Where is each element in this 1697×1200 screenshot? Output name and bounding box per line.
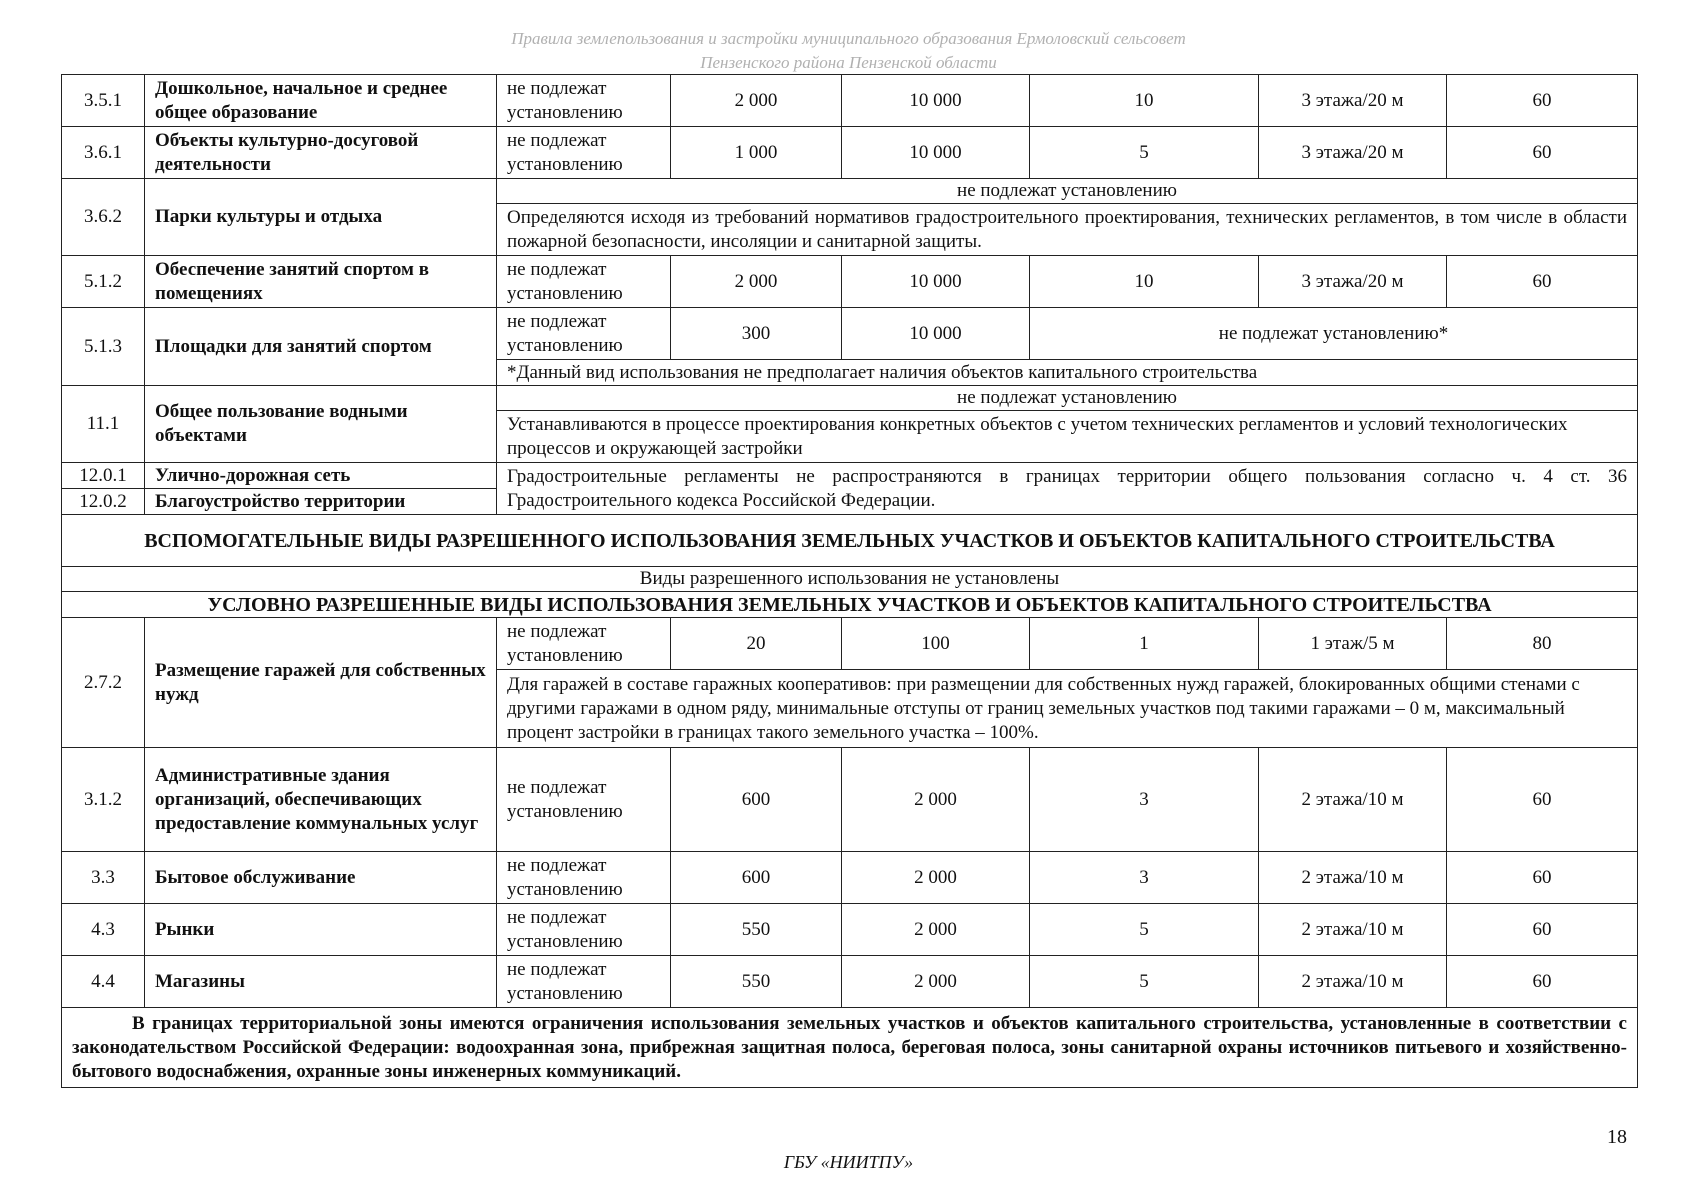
table-row	[62, 75, 1638, 127]
table-row	[62, 179, 1638, 204]
cell-setbacks: не подлежат установлению	[497, 618, 671, 670]
row-name: Обеспечение занятий спортом в помещениях	[145, 256, 497, 308]
cell-percent: 60	[1447, 75, 1638, 127]
cell-max-area: 10 000	[842, 127, 1030, 179]
cell-min-area: 600	[671, 748, 842, 852]
cell-floors: 3 этажа/20 м	[1259, 256, 1447, 308]
row-name: Парки культуры и отдыха	[145, 179, 497, 256]
row-number: 3.1.2	[62, 748, 145, 852]
cell-min-area: 2 000	[671, 256, 842, 308]
cell-max-area: 2 000	[842, 904, 1030, 956]
row-note: *Данный вид использования не предполагает наличия объектов капитального строительства	[497, 360, 1638, 386]
cell-floors: 2 этажа/10 м	[1259, 852, 1447, 904]
cell-percent: 60	[1447, 256, 1638, 308]
merged-value: не подлежат установлению*	[1030, 308, 1638, 360]
row-number: 5.1.3	[62, 308, 145, 386]
row-name: Площадки для занятий спортом	[145, 308, 497, 386]
cell-min-area: 1 000	[671, 127, 842, 179]
cell-percent: 80	[1447, 618, 1638, 670]
table-row	[62, 956, 1638, 1008]
table-row	[62, 852, 1638, 904]
table-row	[62, 127, 1638, 179]
row-name: Магазины	[145, 956, 497, 1008]
restrictions-text: В границах территориальной зоны имеются ограничения использования земельных участков и объектов капитального строительства, установленные в соответствии с законодательством Российской Федерации: водоохранная зона, прибрежная защитная полоса, береговая полоса, зоны санитарной охраны источников питьевого и хозяйственно-бытового водоснабжения, охранные зоны инженерных коммуникаций.	[72, 1012, 1627, 1082]
merged-value: не подлежат установлению	[497, 386, 1638, 411]
row-name: Рынки	[145, 904, 497, 956]
cell-min-setback: 3	[1030, 852, 1259, 904]
row-name: Улично-дорожная сеть	[145, 463, 497, 489]
row-note: Определяются исходя из требований нормативов градостроительного проектирования, технических регламентов, в том числе в области пожарной безопасности, инсоляции и санитарной защиты.	[497, 204, 1638, 256]
cell-min-setback: 5	[1030, 956, 1259, 1008]
cell-min-setback: 5	[1030, 904, 1259, 956]
row-note: Градостроительные регламенты не распространяются в границах территории общего пользования согласно ч. 4 ст. 36 Градостроительного кодекса Российской Федерации.	[497, 463, 1638, 515]
cell-min-area: 20	[671, 618, 842, 670]
header-line-1: Правила землепользования и застройки муниципального образования Ермоловский сельсовет	[511, 29, 1186, 48]
row-number: 12.0.1	[62, 463, 145, 489]
cell-max-area: 100	[842, 618, 1030, 670]
cell-min-setback: 10	[1030, 75, 1259, 127]
row-name: Административные здания организаций, обеспечивающих предоставление коммунальных услуг	[145, 748, 497, 852]
cell-floors: 2 этажа/10 м	[1259, 956, 1447, 1008]
cell-floors: 2 этажа/10 м	[1259, 748, 1447, 852]
cell-percent: 60	[1447, 852, 1638, 904]
cell-setbacks: не подлежат установлению	[497, 308, 671, 360]
row-name: Общее пользование водными объектами	[145, 386, 497, 463]
table-row	[62, 748, 1638, 852]
table-row	[62, 386, 1638, 411]
row-number: 4.3	[62, 904, 145, 956]
cell-setbacks: не подлежат установлению	[497, 127, 671, 179]
cell-min-area: 600	[671, 852, 842, 904]
cell-setbacks: не подлежат установлению	[497, 852, 671, 904]
merged-value: не подлежат установлению	[497, 179, 1638, 204]
cell-min-area: 550	[671, 956, 842, 1008]
cell-min-area: 2 000	[671, 75, 842, 127]
section-header-row	[62, 515, 1638, 567]
table-row	[62, 308, 1638, 360]
restrictions-note	[62, 1008, 1638, 1088]
section-header-row	[62, 592, 1638, 618]
row-name: Благоустройство территории	[145, 489, 497, 515]
cell-setbacks: не подлежат установлению	[497, 956, 671, 1008]
cell-setbacks: не подлежат установлению	[497, 904, 671, 956]
regulations-table	[61, 74, 1638, 1088]
table-row	[62, 567, 1638, 592]
cell-percent: 60	[1447, 904, 1638, 956]
cell-min-setback: 3	[1030, 748, 1259, 852]
table-row	[62, 1008, 1638, 1088]
cell-floors: 1 этаж/5 м	[1259, 618, 1447, 670]
cell-floors: 2 этажа/10 м	[1259, 904, 1447, 956]
row-number: 11.1	[62, 386, 145, 463]
cell-floors: 3 этажа/20 м	[1259, 127, 1447, 179]
row-note: Устанавливаются в процессе проектирования конкретных объектов с учетом технических регламентов и условий технологических процессов и окружающей застройки	[497, 411, 1638, 463]
cell-percent: 60	[1447, 127, 1638, 179]
cell-min-setback: 10	[1030, 256, 1259, 308]
cell-percent: 60	[1447, 748, 1638, 852]
row-number: 3.6.2	[62, 179, 145, 256]
section-title-auxiliary: ВСПОМОГАТЕЛЬНЫЕ ВИДЫ РАЗРЕШЕННОГО ИСПОЛЬЗОВАНИЯ ЗЕМЕЛЬНЫХ УЧАСТКОВ И ОБЪЕКТОВ КАПИТАЛЬНОГО СТРОИТЕЛЬСТВА	[62, 515, 1638, 567]
cell-setbacks: не подлежат установлению	[497, 75, 671, 127]
cell-floors: 3 этажа/20 м	[1259, 75, 1447, 127]
cell-max-area: 10 000	[842, 75, 1030, 127]
row-name: Бытовое обслуживание	[145, 852, 497, 904]
table-row	[62, 904, 1638, 956]
table-row	[62, 618, 1638, 670]
row-number: 3.3	[62, 852, 145, 904]
cell-percent: 60	[1447, 956, 1638, 1008]
table-row	[62, 256, 1638, 308]
cell-setbacks: не подлежат установлению	[497, 256, 671, 308]
cell-max-area: 2 000	[842, 748, 1030, 852]
row-name: Размещение гаражей для собственных нужд	[145, 618, 497, 748]
page-number: 18	[1607, 1126, 1627, 1148]
row-note: Для гаражей в составе гаражных кооперативов: при размещении для собственных нужд гаражей, блокированных общими стенами с другими гаражами в одном ряду, минимальные отступы от границ земельных участков под такими гаражами – 0 м, максимальный процент застройки в границах такого земельного участка – 100%.	[497, 670, 1638, 748]
cell-max-area: 2 000	[842, 852, 1030, 904]
row-name: Объекты культурно-досуговой деятельности	[145, 127, 497, 179]
cell-min-setback: 1	[1030, 618, 1259, 670]
cell-max-area: 10 000	[842, 308, 1030, 360]
row-number: 2.7.2	[62, 618, 145, 748]
cell-min-setback: 5	[1030, 127, 1259, 179]
cell-min-area: 300	[671, 308, 842, 360]
page-footer: ГБУ «НИИТПУ»	[783, 1152, 914, 1172]
section-text-auxiliary: Виды разрешенного использования не установлены	[62, 567, 1638, 592]
cell-max-area: 2 000	[842, 956, 1030, 1008]
cell-max-area: 10 000	[842, 256, 1030, 308]
cell-min-area: 550	[671, 904, 842, 956]
row-number: 5.1.2	[62, 256, 145, 308]
section-title-conditional: УСЛОВНО РАЗРЕШЕННЫЕ ВИДЫ ИСПОЛЬЗОВАНИЯ ЗЕМЕЛЬНЫХ УЧАСТКОВ И ОБЪЕКТОВ КАПИТАЛЬНОГО СТРОИТЕЛЬСТВА	[62, 592, 1638, 618]
row-number: 3.5.1	[62, 75, 145, 127]
cell-setbacks: не подлежат установлению	[497, 748, 671, 852]
header-line-2: Пензенского района Пензенской области	[700, 53, 997, 72]
row-number: 3.6.1	[62, 127, 145, 179]
row-name: Дошкольное, начальное и среднее общее образование	[145, 75, 497, 127]
row-number: 12.0.2	[62, 489, 145, 515]
table-row	[62, 463, 1638, 489]
row-number: 4.4	[62, 956, 145, 1008]
